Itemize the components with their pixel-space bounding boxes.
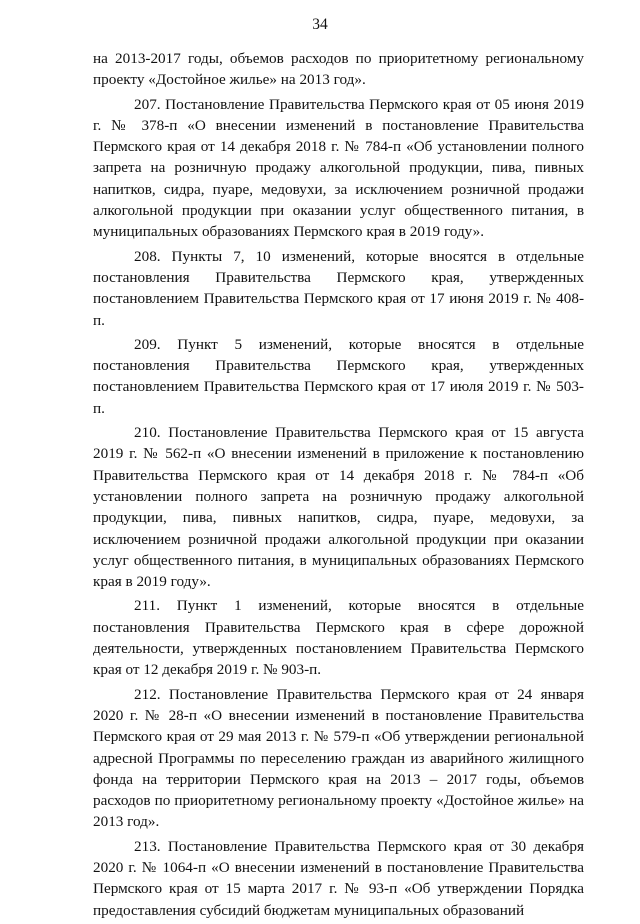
paragraph-209: 209. Пункт 5 изменений, которые вносятся в отдельные постановления Правительства Пермского края, утвержденных постановлением Правительства Пермского края от 17 июля 2019 г. № 503-п.: [93, 335, 584, 417]
page-number: 34: [312, 16, 328, 33]
paragraph-208: 208. Пункты 7, 10 изменений, которые вносятся в отдельные постановления Правительства Пермского края, утвержденных постановлением Правительства Пермского края от 17 июня 2019 г. № 408-п.: [93, 247, 584, 329]
paragraph-207: 207. Постановление Правительства Пермского края от 05 июня 2019 г. № 378-п «О внесении изменений в постановление Правительства Пермского края от 14 декабря 2018 г. № 784-п «Об установлении полного запрета на розничную продажу алкогольной продукции, пива, пивных напитков, сидра, пуаре, медовухи, за исключением розничной продажи алкогольной продукции при оказании услуг общественного питания, в муниципальных образованиях Пермского края в 2019 году».: [93, 95, 584, 241]
paragraph-211: 211. Пункт 1 изменений, которые вносятся в отдельные постановления Правительства Пермского края в сфере дорожной деятельности, утвержденных постановлением Правительства Пермского края от 12 декабря 2019 г. № 903-п.: [93, 597, 584, 679]
document-body: [93, 48, 584, 924]
paragraph-213: 213. Постановление Правительства Пермского края от 30 декабря 2020 г. № 1064-п «О внесении изменений в постановление Правительства Пермского края от 15 марта 2017 г. № 93-п «Об утверждении Порядка предоставления субсидий бюджетам муниципальных образований: [93, 837, 584, 919]
paragraph-212: 212. Постановление Правительства Пермского края от 24 января 2020 г. № 28-п «О внесении изменений в постановление Правительства Пермского края от 29 мая 2013 г. № 579-п «Об утверждении региональной адресной Программы по переселению граждан из аварийного жилищного фонда на территории Пермского края на 2013 – 2017 годы, объемов расходов по приоритетному региональному проекту «Достойное жилье» на 2013 год».: [93, 685, 584, 831]
paragraph-continuation: на 2013-2017 годы, объемов расходов по приоритетному региональному проекту «Достойное жилье» на 2013 год».: [93, 50, 584, 89]
paragraph-210: 210. Постановление Правительства Пермского края от 15 августа 2019 г. № 562-п «О внесении изменений в приложение к постановлению Правительства Пермского края от 14 декабря 2018 г. № 784-п «Об установлении полного запрета на розничную продажу алкогольной продукции, пива, пивных напитков, сидра, пуаре, медовухи, за исключением розничной продажи алкогольной продукции при оказании услуг общественного питания, в муниципальных образованиях Пермского края в 2019 году».: [93, 424, 584, 591]
